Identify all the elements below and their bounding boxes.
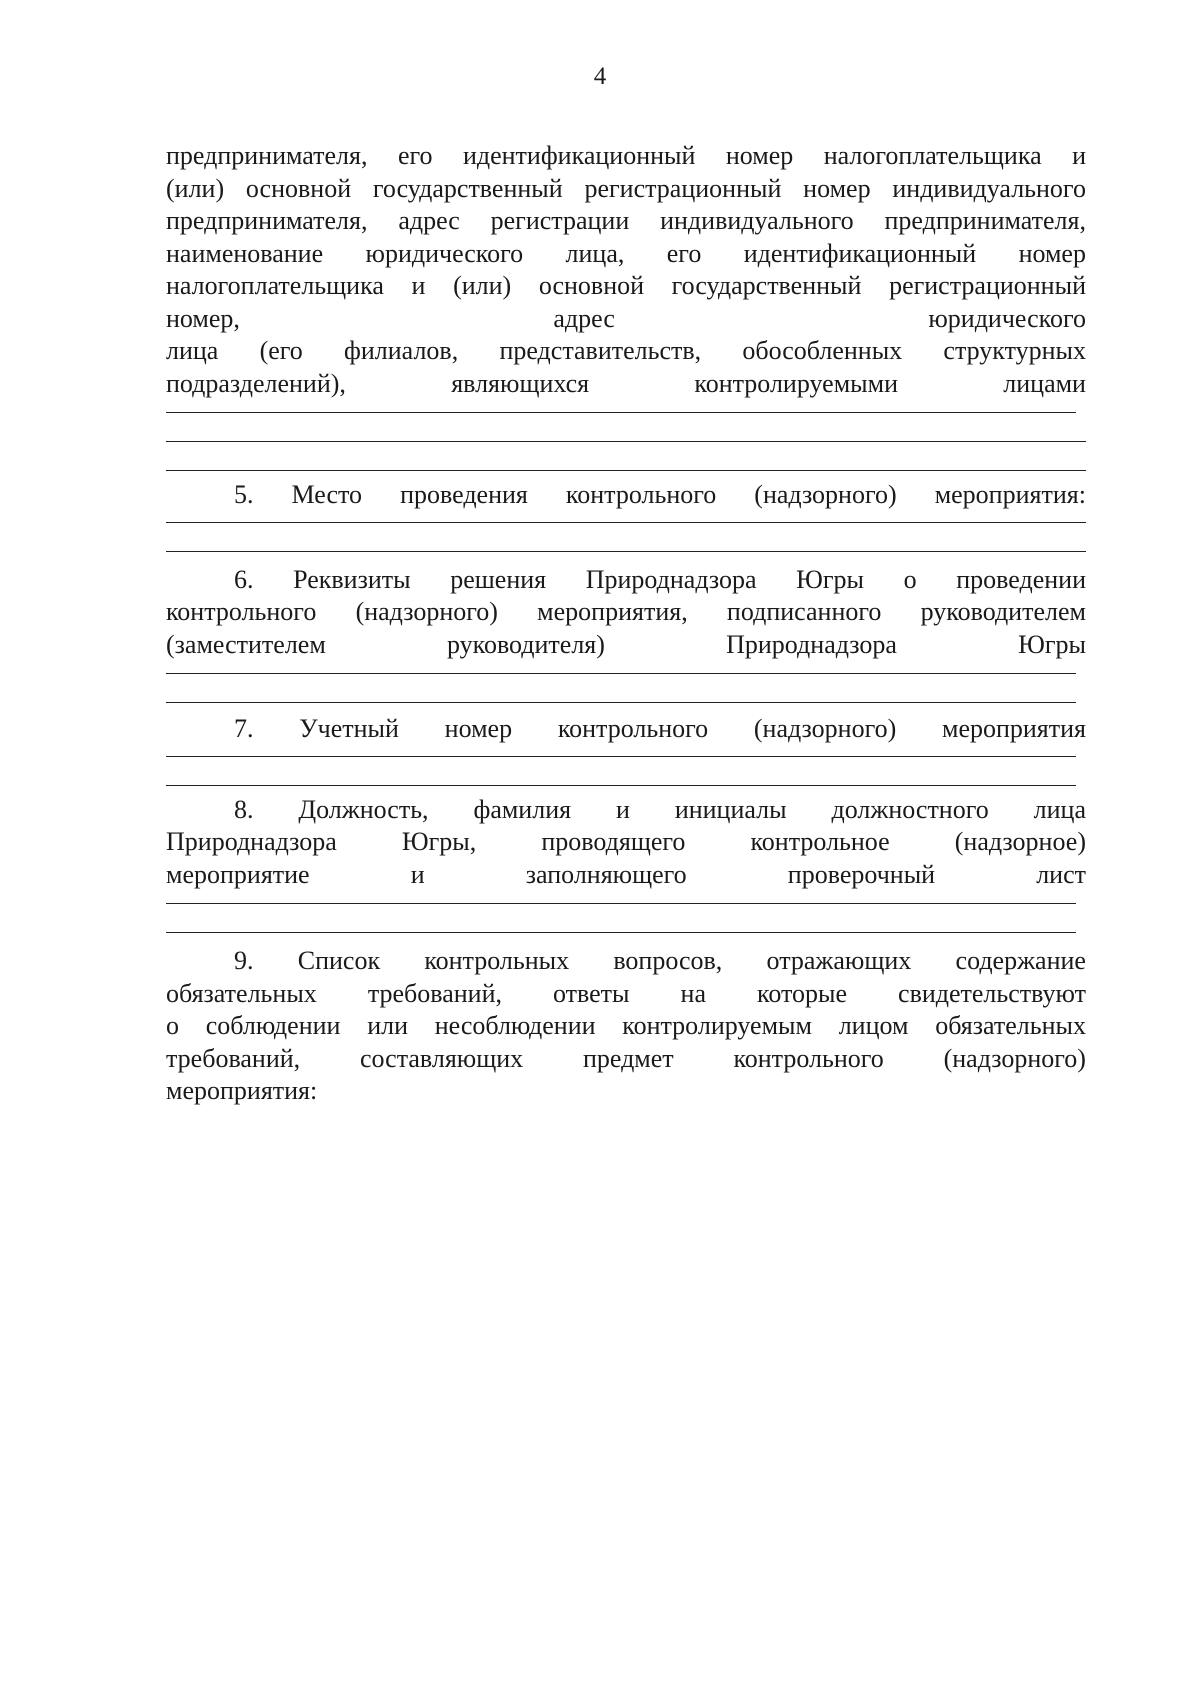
item-number: 9. xyxy=(234,946,254,975)
word: основной xyxy=(538,271,645,300)
fill-in-line xyxy=(166,673,1076,674)
fill-in-line xyxy=(166,522,1086,523)
word: номер, xyxy=(166,303,240,333)
word: лист xyxy=(1036,859,1086,889)
fill-in-line xyxy=(166,412,1076,413)
item-7-paragraph xyxy=(166,713,1086,746)
word: обязательных xyxy=(166,978,317,1008)
document-body xyxy=(166,140,1086,1108)
word: предмет xyxy=(582,1043,674,1073)
word: (его xyxy=(259,336,303,365)
word: адрес xyxy=(398,206,460,235)
word: его xyxy=(666,238,702,268)
word: лицом xyxy=(838,1011,909,1040)
text-line xyxy=(166,479,1086,512)
item-8-paragraph xyxy=(166,794,1086,892)
word: Югры xyxy=(1018,629,1086,659)
word: Список xyxy=(297,946,381,975)
item-6-paragraph xyxy=(166,564,1086,662)
word: мероприятие xyxy=(166,859,310,889)
word: основной xyxy=(245,173,352,203)
word: мероприятия: xyxy=(934,480,1086,509)
item-number: 8. xyxy=(234,794,254,824)
word: обязательных xyxy=(935,1011,1086,1040)
word: мероприятия, xyxy=(537,597,688,626)
word: индивидуального xyxy=(660,206,854,235)
word: структурных xyxy=(943,336,1086,365)
word: соблюдении xyxy=(205,1011,341,1040)
item-5-paragraph xyxy=(166,479,1086,512)
word: должностного xyxy=(831,794,989,824)
word: номер xyxy=(803,173,871,203)
text-line xyxy=(166,1075,1086,1108)
text-line xyxy=(166,368,1086,401)
text-line xyxy=(166,794,1086,827)
text-line xyxy=(166,978,1086,1011)
word: мероприятия: xyxy=(166,1076,318,1105)
text-line xyxy=(166,335,1086,368)
word: лица xyxy=(166,336,219,365)
word: являющихся xyxy=(451,368,590,398)
word: (или) xyxy=(166,173,225,203)
word: отражающих xyxy=(766,946,912,975)
word: проведении xyxy=(956,564,1086,594)
text-line xyxy=(166,713,1086,746)
text-line xyxy=(166,1043,1086,1076)
word: Место xyxy=(291,480,363,509)
word: вопросов, xyxy=(613,946,723,975)
word: контрольного xyxy=(565,480,717,509)
word: его xyxy=(397,141,433,170)
fill-in-line xyxy=(166,932,1076,933)
fill-in-line xyxy=(166,702,1076,703)
word: о xyxy=(903,564,917,594)
text-line xyxy=(166,629,1086,662)
word: проводящего xyxy=(541,827,686,856)
item-number: 5. xyxy=(234,480,254,509)
text-line xyxy=(166,173,1086,206)
word: или xyxy=(367,1011,408,1040)
text-line xyxy=(166,826,1086,859)
word: и xyxy=(1072,141,1086,170)
text-line xyxy=(166,859,1086,892)
word: контролируемым xyxy=(622,1011,812,1040)
word: Югры, xyxy=(401,827,477,856)
text-line xyxy=(166,140,1086,173)
word: мероприятия xyxy=(941,714,1086,743)
word: несоблюдении xyxy=(434,1011,596,1040)
word: индивидуального xyxy=(892,173,1086,203)
text-line xyxy=(166,596,1086,629)
text-line xyxy=(166,303,1086,336)
word: Природнадзора xyxy=(726,629,897,659)
word: (надзорного) xyxy=(355,597,498,626)
word: заполняющего xyxy=(525,859,687,889)
word: контрольного xyxy=(557,714,709,743)
word: (надзорного) xyxy=(753,714,897,743)
item-number: 6. xyxy=(234,564,254,594)
word: лица, xyxy=(565,238,625,268)
word: Природнадзора xyxy=(585,564,757,594)
fill-in-line xyxy=(166,903,1076,904)
word: налогоплательщика xyxy=(166,271,384,300)
word: идентификационный xyxy=(743,238,977,268)
word: юридического xyxy=(928,303,1086,333)
word: контрольных xyxy=(424,946,570,975)
word: номер xyxy=(725,141,794,170)
word: Природнадзора xyxy=(166,827,337,856)
word: содержание xyxy=(955,946,1086,975)
word: инициалы xyxy=(674,794,787,824)
text-line xyxy=(166,564,1086,597)
fill-in-line xyxy=(166,441,1086,442)
word: представительств, xyxy=(499,336,702,365)
word: и xyxy=(411,271,426,300)
word: филиалов, xyxy=(344,336,459,365)
word: (надзорное) xyxy=(954,827,1086,856)
word: фамилия xyxy=(473,794,572,824)
word: Учетный xyxy=(299,714,399,743)
word: и xyxy=(615,794,630,824)
fill-in-line xyxy=(166,756,1076,757)
word: предпринимателя, xyxy=(166,141,368,170)
text-line xyxy=(166,270,1086,303)
word: руководителем xyxy=(920,597,1086,626)
word: контролируемыми xyxy=(694,368,898,398)
fill-in-line xyxy=(166,785,1076,786)
word: требований, xyxy=(166,1043,301,1073)
contractor-info-paragraph xyxy=(166,140,1086,400)
word: подписанного xyxy=(726,597,882,626)
word: номер xyxy=(1018,238,1086,268)
word: адрес xyxy=(553,303,615,333)
page-number: 4 xyxy=(593,63,607,90)
word: которые xyxy=(757,978,848,1008)
word: лицами xyxy=(1003,368,1086,398)
word: номер xyxy=(444,714,513,743)
item-9-paragraph xyxy=(166,945,1086,1108)
word: ответы xyxy=(553,978,630,1008)
word: свидетельствуют xyxy=(898,978,1086,1008)
word: проверочный xyxy=(787,859,936,889)
word: наименование xyxy=(166,238,324,268)
word: и xyxy=(410,859,425,889)
word: (или) xyxy=(453,271,512,300)
word: регистрации xyxy=(490,206,630,235)
word: регистрационный xyxy=(584,173,782,203)
word: проведения xyxy=(400,480,528,509)
word: предпринимателя, xyxy=(166,206,368,235)
text-line xyxy=(166,1010,1086,1043)
text-line xyxy=(166,205,1086,238)
word: (заместителем xyxy=(166,629,326,659)
fill-in-line xyxy=(166,551,1086,552)
word: Югры xyxy=(796,564,865,594)
word: государственный xyxy=(372,173,563,203)
word: лица xyxy=(1033,794,1086,824)
word: (надзорного) xyxy=(754,480,897,509)
word: руководителя) xyxy=(446,629,605,659)
word: налогоплательщика xyxy=(823,141,1042,170)
text-line xyxy=(166,945,1086,978)
word: составляющих xyxy=(359,1043,524,1073)
word: контрольного xyxy=(733,1043,884,1073)
word: о xyxy=(166,1011,179,1040)
word: предпринимателя, xyxy=(884,206,1086,235)
word: решения xyxy=(450,564,547,594)
word: юридического xyxy=(365,238,524,268)
item-number: 7. xyxy=(234,714,254,743)
word: регистрационный xyxy=(889,271,1086,300)
word: (надзорного) xyxy=(943,1043,1086,1073)
word: контрольное xyxy=(750,827,890,856)
word: подразделений), xyxy=(166,368,346,398)
word: Реквизиты xyxy=(293,564,411,594)
word: контрольного xyxy=(166,597,317,626)
word: обособленных xyxy=(742,336,903,365)
word: государственный xyxy=(671,271,862,300)
word: идентификационный xyxy=(462,141,696,170)
text-line xyxy=(166,238,1086,271)
fill-in-line xyxy=(166,470,1086,471)
word: на xyxy=(680,978,706,1008)
word: Должность, xyxy=(298,794,429,824)
word: требований, xyxy=(367,978,502,1008)
